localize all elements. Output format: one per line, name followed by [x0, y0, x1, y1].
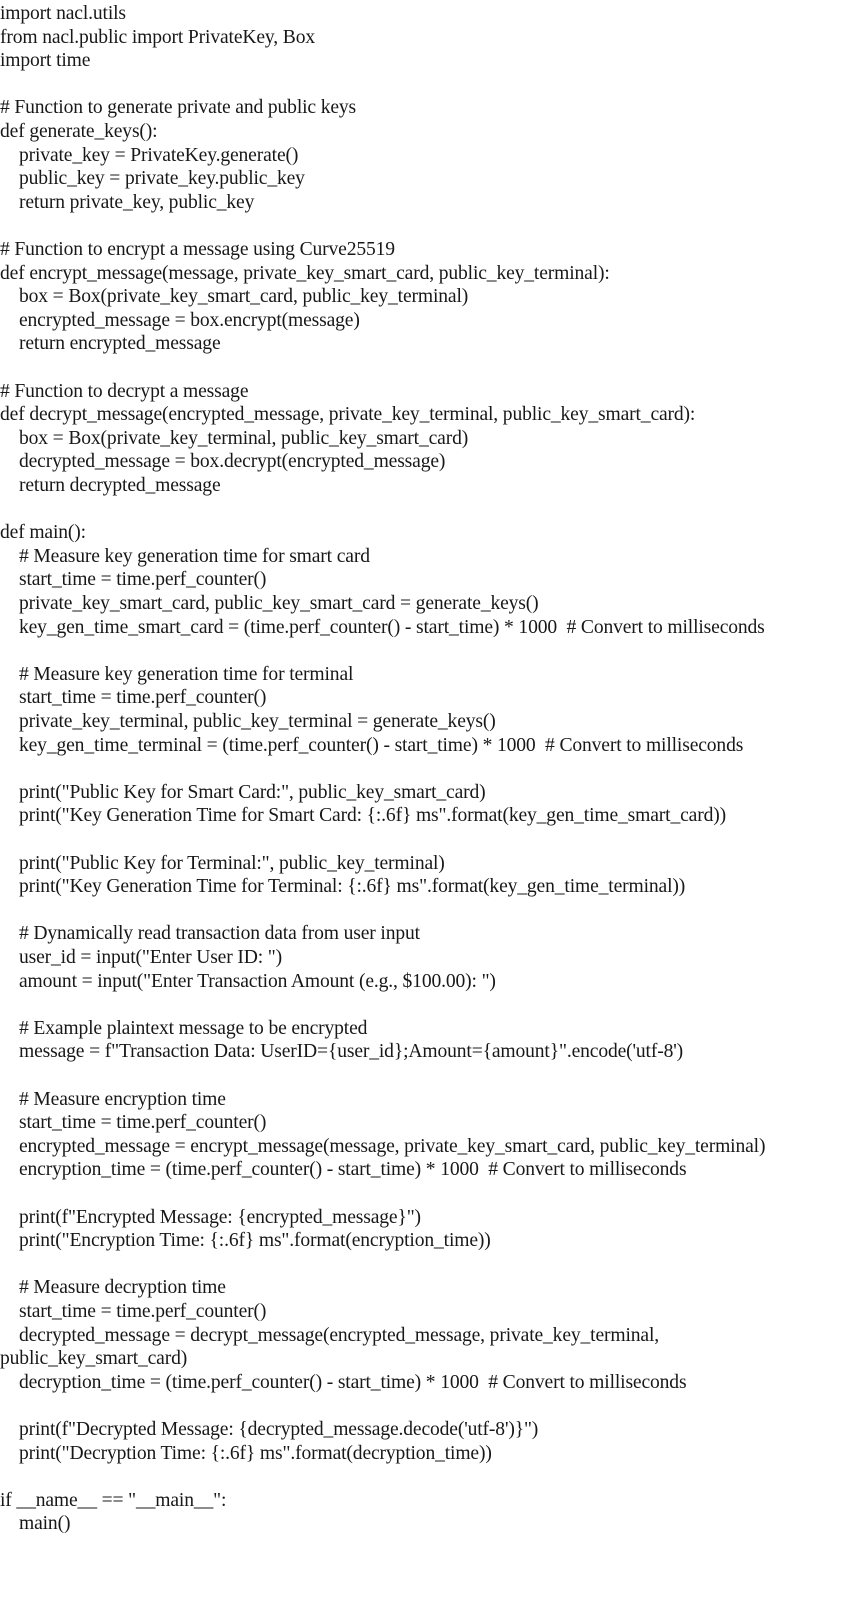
code-line: box = Box(private_key_terminal, public_key_smart_card)	[0, 427, 469, 449]
code-line: private_key_smart_card, public_key_smart_card = generate_keys()	[0, 593, 539, 614]
code-line: encrypted_message = encrypt_message(message, private_key_smart_card, public_key_terminal)	[0, 1135, 766, 1157]
code-line: from nacl.public import PrivateKey, Box	[0, 26, 316, 48]
code-line: # Example plaintext message to be encrypted	[0, 1017, 368, 1039]
code-line: encrypted_message = box.encrypt(message)	[0, 309, 360, 331]
code-line: encryption_time = (time.perf_counter() - start_time) * 1000 # Convert to milliseconds	[0, 1159, 687, 1181]
code-line: box = Box(private_key_smart_card, public_key_terminal)	[0, 286, 469, 308]
code-line: start_time = time.perf_counter()	[0, 1301, 267, 1322]
code-line: print("Encryption Time: {:.6f} ms".format(encryption_time))	[0, 1230, 491, 1252]
code-line: decrypted_message = decrypt_message(encrypted_message, private_key_terminal,	[0, 1324, 660, 1346]
code-line: # Function to decrypt a message	[0, 380, 249, 402]
code-line: start_time = time.perf_counter()	[0, 569, 267, 591]
code-line: def main():	[0, 522, 86, 544]
code-line: print("Key Generation Time for Smart Card: {:.6f} ms".format(key_gen_time_smart_card))	[0, 805, 726, 827]
code-line: # Function to generate private and public keys	[0, 97, 357, 119]
code-line: key_gen_time_smart_card = (time.perf_counter() - start_time) * 1000 # Convert to milliseconds	[0, 616, 765, 638]
code-line: import time	[0, 50, 91, 72]
code-line: return private_key, public_key	[0, 191, 255, 213]
code-line: decrypted_message = box.decrypt(encrypted_message)	[0, 451, 446, 473]
code-line: print("Decryption Time: {:.6f} ms".format(decryption_time))	[0, 1442, 492, 1464]
code-line: print("Public Key for Terminal:", public_key_terminal)	[0, 852, 445, 874]
code-line: start_time = time.perf_counter()	[0, 1112, 267, 1134]
code-line: start_time = time.perf_counter()	[0, 687, 267, 709]
code-line: print("Key Generation Time for Terminal: {:.6f} ms".format(key_gen_time_terminal))	[0, 876, 686, 898]
code-line: user_id = input("Enter User ID: ")	[0, 947, 282, 968]
code-line: # Dynamically read transaction data from user input	[0, 923, 420, 945]
code-line: return encrypted_message	[0, 333, 221, 355]
code-line: private_key = PrivateKey.generate()	[0, 144, 299, 166]
code-line: public_key_smart_card)	[0, 1348, 188, 1370]
code-line: key_gen_time_terminal = (time.perf_counter() - start_time) * 1000 # Convert to milliseconds	[0, 734, 744, 756]
code-line: # Measure decryption time	[0, 1277, 226, 1299]
code-line: main()	[0, 1513, 71, 1535]
code-line: # Measure key generation time for terminal	[0, 663, 354, 685]
code-line: return decrypted_message	[0, 475, 221, 496]
code-line: amount = input("Enter Transaction Amount (e.g., $100.00): ")	[0, 970, 496, 992]
code-line: private_key_terminal, public_key_terminal = generate_keys()	[0, 711, 496, 732]
code-line: # Measure key generation time for smart card	[0, 545, 370, 567]
code-line: print(f"Decrypted Message: {decrypted_message.decode('utf-8')}")	[0, 1419, 539, 1440]
code-line: print(f"Encrypted Message: {encrypted_message}")	[0, 1206, 421, 1228]
code-line: print("Public Key for Smart Card:", public_key_smart_card)	[0, 781, 486, 803]
code-line: public_key = private_key.public_key	[0, 168, 305, 190]
code-line: message = f"Transaction Data: UserID={user_id};Amount={amount}".encode('utf-8')	[0, 1041, 684, 1063]
code-line: def generate_keys():	[0, 121, 158, 142]
code-line: def encrypt_message(message, private_key_smart_card, public_key_terminal):	[0, 262, 610, 284]
code-line: decryption_time = (time.perf_counter() - start_time) * 1000 # Convert to milliseconds	[0, 1371, 687, 1393]
code-line: # Measure encryption time	[0, 1088, 226, 1110]
code-line: def decrypt_message(encrypted_message, private_key_terminal, public_key_smart_card):	[0, 404, 696, 426]
code-line: # Function to encrypt a message using Curve25519	[0, 239, 395, 260]
code-line: if __name__ == "__main__":	[0, 1489, 227, 1511]
code-line: import nacl.utils	[0, 3, 126, 24]
